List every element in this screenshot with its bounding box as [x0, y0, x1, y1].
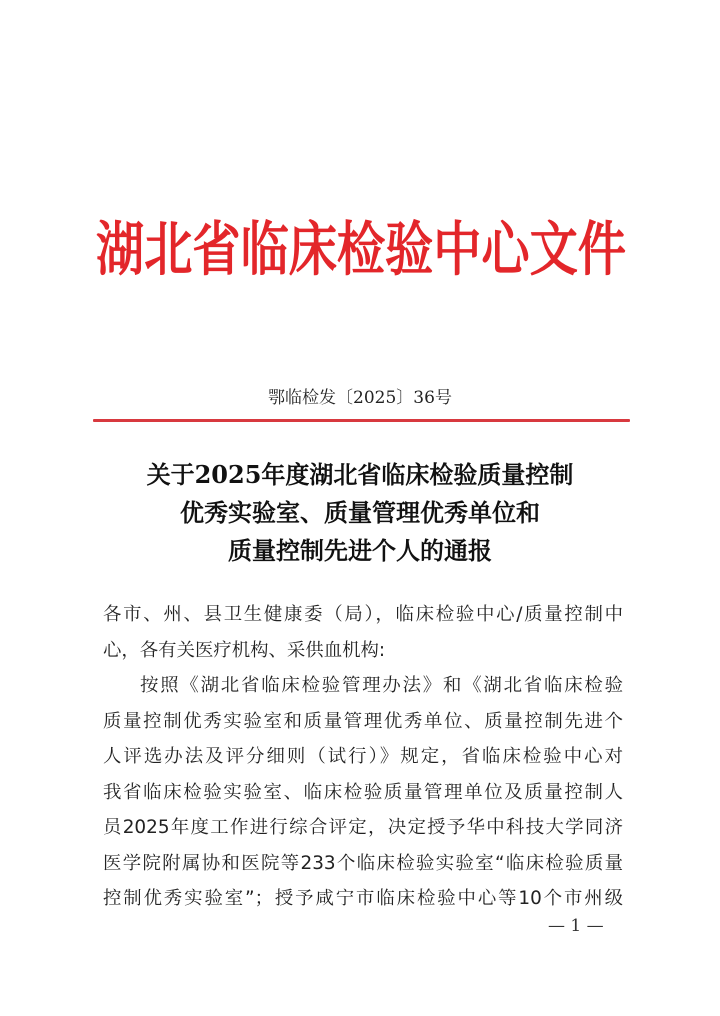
body-line: 控制优秀实验室”；授予咸宁市临床检验中心等10个市州级 [103, 888, 623, 909]
document-title [100, 456, 620, 570]
body-line-addressee: 心，各有关医疗机构、采供血机构: [103, 639, 386, 661]
title-line: 关于2025年度湖北省临床检验质量控制 [146, 460, 574, 489]
title-line: 质量控制先进个人的通报 [228, 536, 492, 565]
title-line: 优秀实验室、质量管理优秀单位和 [180, 498, 540, 527]
red-divider-rule [93, 419, 630, 422]
document-number: 鄂临检发〔2025〕36号 [268, 388, 452, 408]
body-line: 人评选办法及评分细则（试行）》规定，省临床检验中心对 [103, 746, 623, 767]
body-line: 员2025年度工作进行综合评定，决定授予华中科技大学同济 [103, 817, 623, 838]
body-line: 按照《湖北省临床检验管理办法》和《湖北省临床检验 [140, 675, 623, 696]
document-masthead: 湖北省临床检验中心文件 [96, 215, 626, 285]
body-line: 我省临床检验实验室、临床检验质量管理单位及质量控制人 [103, 781, 623, 803]
body-line: 质量控制优秀实验室和质量管理优秀单位、质量控制先进个 [103, 710, 623, 732]
body-line: 医学院附属协和医院等233个临床检验实验室“临床检验质量 [103, 852, 623, 874]
document-body [103, 597, 623, 917]
body-line-addressee: 各市、州、县卫生健康委（局），临床检验中心/质量控制中 [103, 604, 623, 625]
page-number: — 1 — [548, 916, 604, 936]
